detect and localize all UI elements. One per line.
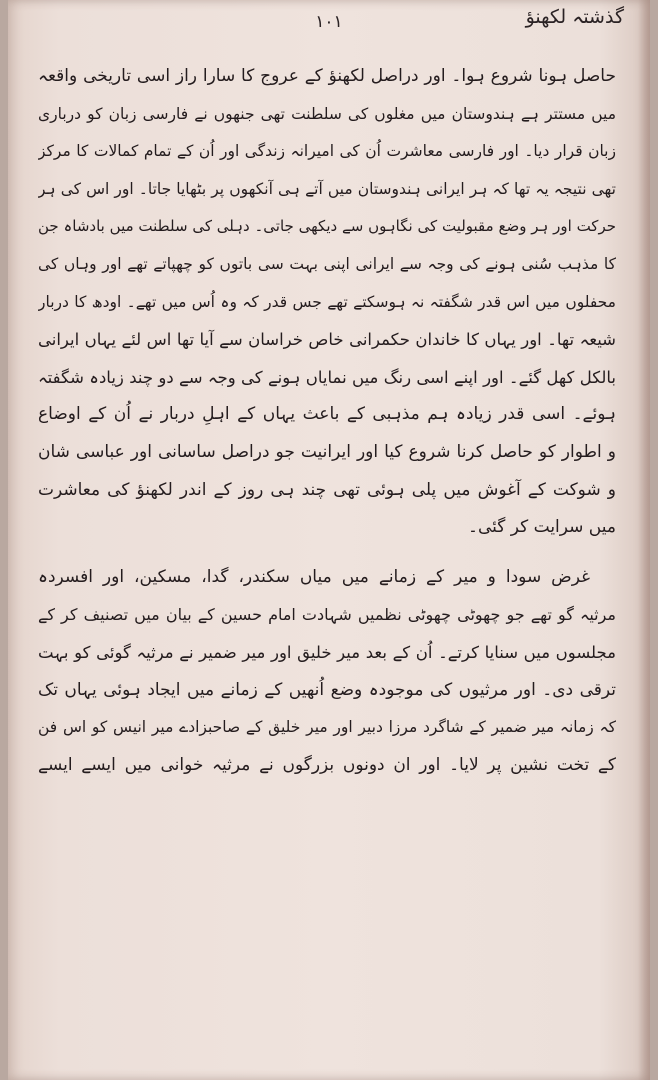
running-title: گذشتہ لکھنؤ — [525, 6, 624, 28]
text-line: ہوئے۔ اسی قدر زیادہ ہم مذہبی کے باعث یہاں کے اہلِ دربار نے اُن کے اوضاع — [38, 404, 616, 425]
text-line: و اطوار کو حاصل کرنا شروع کیا اور ایرانیت جو دراصل ساسانی اور عباسی شان — [38, 441, 616, 462]
text-line: حاصل ہونا شروع ہوا۔ اور دراصل لکھنؤ کے عروج کا سارا راز اسی تاریخی واقعہ — [38, 66, 616, 86]
body-text — [38, 58, 616, 784]
text-line: کے تخت نشین پر لایا۔ اور ان دونوں بزرگوں نے مرثیہ خوانی میں ایسے ایسے — [38, 754, 616, 775]
text-line: کا مذہب سُنی ہونے کی وجہ سے ایرانی اپنی بہت سی باتوں کو چھپاتے تھے اور وہاں کی — [38, 254, 616, 273]
text-line: محفلوں میں اس قدر شگفتہ نہ ہوسکتے تھے جس قدر کہ وہ اُس میں تھے۔ اودھ کا دربار — [38, 292, 616, 311]
book-page — [8, 0, 650, 1080]
page-edge-shadow — [638, 0, 650, 1080]
paragraph — [38, 559, 616, 785]
text-line: و شوکت کے آغوش میں پلی ہوئی تھی چند ہی روز کے اندر لکھنؤ کی معاشرت — [38, 479, 616, 500]
text-line: بالکل کھل گئے۔ اور اپنے اسی رنگ میں نمایاں ہونے کی وجہ سے دو چند زیادہ شگفتہ — [38, 367, 616, 387]
text-line: غرض سودا و میر کے زمانے میں میاں سکندر، گدا، مسکین، اور افسردہ — [38, 566, 590, 587]
page-header — [28, 6, 630, 46]
text-line: ترقی دی۔ اور مرثیوں کی موجودہ وضع اُنھیں کے زمانے میں ایجاد ہوئی یہاں تک — [38, 679, 616, 700]
page-number: ۱۰۱ — [315, 12, 343, 32]
text-line: میں مستتر ہے ہندوستان میں مغلوں کی سلطنت تھی جنھوں نے فارسی زبان کو درباری — [38, 104, 616, 123]
text-line: تھی نتیجہ یہ تھا کہ ہر ایرانی ہندوستان میں آتے ہی آنکھوں پر بٹھایا جاتا۔ اور اس کی ہر — [38, 179, 616, 198]
text-line: شیعہ تھا۔ اور یہاں کا خاندان حکمرانی خاص خراسان سے آیا تھا اس لئے یہاں ایرانی — [38, 330, 616, 350]
paragraph — [38, 58, 616, 547]
paragraph-gap — [38, 547, 616, 559]
text-line: میں سرایت کر گئی۔ — [468, 517, 616, 538]
text-line: مجلسوں میں سنایا کرتے۔ اُن کے بعد میر خلیق اور میر ضمیر نے مرثیہ گوئی کو بہت — [38, 642, 616, 662]
text-line: مرثیہ گو تھے جو چھوٹی چھوٹی نظمیں شہادت امام حسین کے بیان میں تصنیف کر کے — [38, 605, 616, 625]
text-line: حرکت اور ہر وضع مقبولیت کی نگاہوں سے دیکھی جاتی۔ دہلی کی سلطنت میں بادشاہ جن — [38, 217, 616, 236]
text-line: زبان قرار دیا۔ اور فارسی معاشرت اُن کی امیرانہ زندگی اور اُن کے تمام کمالات کا مرکز — [38, 142, 616, 161]
text-line: کہ زمانہ میر ضمیر کے شاگرد مرزا دبیر اور میر خلیق کے صاحبزادے میر انیس کو اس فن — [38, 718, 616, 737]
